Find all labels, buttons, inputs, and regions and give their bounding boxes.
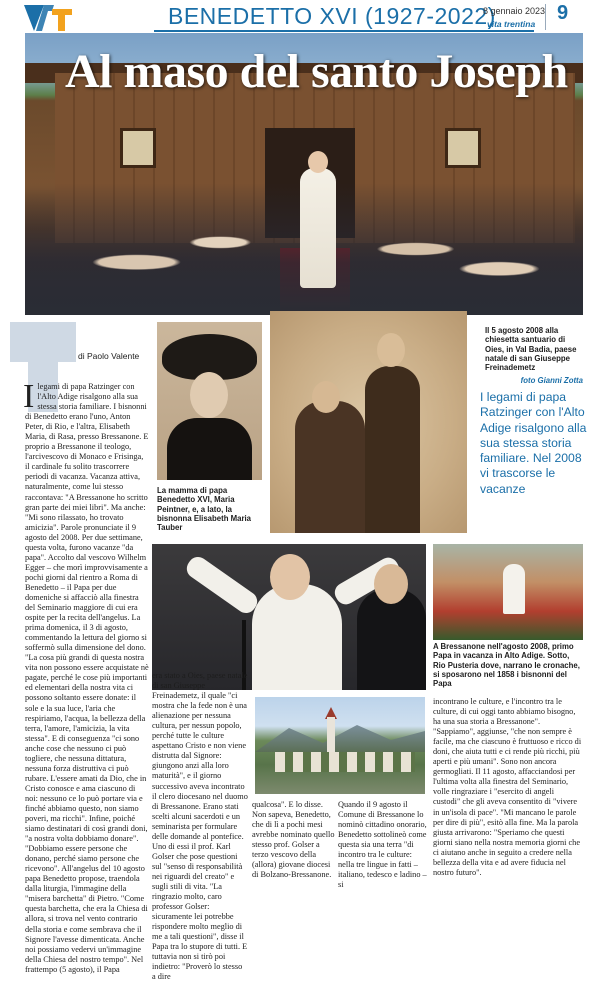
header-rule bbox=[154, 30, 534, 32]
chalet-window bbox=[120, 128, 156, 168]
brand-name: vita trentina bbox=[487, 19, 536, 29]
village-houses bbox=[275, 752, 415, 772]
pope-figure bbox=[252, 584, 342, 690]
article-text: era stato a Oies, paese natale di san Giuseppe Freinademetz, il quale "ci mostra che la fede non è una alienazione per nessuna cultura, per nessun popolo, perché tutte le culture aspettano Cristo e non viene distrutta dal Signore: giungono anzi alla loro maturità", e il giorno successivo aveva incontrato il clero diocesano nel duomo di Bressanone. Erano stati scelti alcuni sacerdoti e un seminarista per formulare delle domande al pontefice. Uno di essi il prof. Karl Golser che pose questioni sul "senso di responsabilità nei riguardi del creato" e sugli stili di vita. "La ringrazio molto, caro professor Golser: sicuramente lei potrebbe rispondere molto meglio di me a tali questioni", disse il Papa tra lo stupore di tutti. E tuttavia non si tirò poi indietro: "Proverò lo stesso a dire bbox=[152, 671, 248, 982]
priest-figure bbox=[357, 589, 426, 690]
mother-photo bbox=[157, 322, 262, 480]
issue-date: 8 gennaio 2023 bbox=[483, 6, 546, 16]
vt-logo bbox=[22, 3, 74, 33]
chalet-window bbox=[445, 128, 481, 168]
woman-head bbox=[312, 381, 340, 413]
man bbox=[365, 366, 420, 533]
hero-caption-text: Il 5 agosto 2008 alla chiesetta santuario di Oies, in Val Badia, paese natale di san Giuseppe Freinademetz bbox=[485, 326, 577, 373]
mountains bbox=[255, 722, 425, 752]
pope-figure bbox=[300, 168, 336, 288]
masthead bbox=[0, 0, 607, 33]
pope-head bbox=[308, 151, 328, 173]
pope-figure bbox=[503, 564, 525, 614]
valley-photo bbox=[255, 697, 425, 794]
pull-quote: I legami di papa Ratzinger con l'Alto Adige risalgono alla sua stessa storia familiare. Nel 2008 vi trascorse le vacanze bbox=[480, 390, 587, 496]
section-title: BENEDETTO XVI (1927-2022) bbox=[168, 3, 496, 29]
article-text: incontrano le culture, e l'incontro tra le culture, di cui oggi tanto abbiamo bisogno, ha una sua storia a Bressanone". "Sappiamo", aggiunse, "che non sempre è facile, ma che ciascuno è fruttuoso e ricco di doni, che aiuta tutti e ci rende più ricchi, più aperti e più umani". Sono non ancora germogliati. Il 11 agosto, affacciandosi per l'ultima volta alla finestra del Seminario, volle ringraziare i "esercito di angeli custodi" che gli aveva consentito di "vivere in un'isola di pace". "Mi mancano le parole per dire di più", esitò alla fine. Ma la parola giusta arrivarono: "Speriamo che questi giorni siano nella nostra memoria giorni che ci aiutano anche in seguito a credere nella bellezza della vita e ad avere fiducia nel nostro futuro". bbox=[433, 697, 582, 877]
article-column-5 bbox=[433, 697, 583, 878]
article-text: Quando il 9 agosto il Comune di Bressanone lo nominò cittadino onorario, Benedetto sottolineò come questa sia una terra "di incontro tra le culture: nella tre lingue in fatti – italiano, tedesco e ladino – si bbox=[338, 800, 427, 890]
church-tower bbox=[327, 717, 335, 755]
pope-photo bbox=[152, 544, 426, 690]
article-column-4 bbox=[338, 800, 430, 890]
photo-credit: foto Gianni Zotta bbox=[520, 376, 583, 386]
header-divider bbox=[545, 4, 546, 30]
woman bbox=[295, 401, 365, 533]
pope-head bbox=[270, 554, 310, 600]
dress bbox=[167, 418, 252, 480]
hero-caption bbox=[485, 326, 583, 386]
page-number: 9 bbox=[557, 2, 569, 24]
headline: Al maso del santo Joseph bbox=[65, 45, 568, 98]
decorative-initial-bar bbox=[10, 322, 76, 362]
couple-photo bbox=[270, 311, 467, 533]
article-text: legami di papa Ratzinger con l'Alto Adige risalgono alla sua stessa storia familiare. I bisnonni di Benedetto erano l'uno, Anton Peter, di Rio, e l'altra, Elisabeth Maria, di Rasa, presso Bressanone. E proprio a Bressanone il teologo, l'arcivescovo di Monaco e Frisinga, il cardinale fu solito trascorrere periodi di vacanza. Vacanza attiva, naturalmente, come lui stesso raccontava: "A Bressanone ho scritto gran parte dei miei libri". Ma anche: "Mi sono rilassato, ho trovato amicizia". Parole pronunciate il 9 agosto del 2008. Per due settimane, questa volta, furono vacanze "da papa". Accolto dal vescovo Wilhelm Egger – che morì improvvisamente a pochi giorni dal rientro a Roma di Benedetto – il Papa per due domeniche si affacciò alla finestra del Seminario maggiore di cui era ospite per la recita dell'angelus. La prima domenica, il 3 di agosto, commentando la lettura del giorno si soffermò sulla dimensione del dono. "La cosa più grandi di questa nostra vita non possono essere acquistate nè pagate, perché le cose più importanti ed elementari della nostra vita ci possono soltanto essere donate: il sole e la sua luce, l'aria che respiriamo, l'acqua, la bellezza della terra, l'amore, l'amicizia, la vita stessa". E di conseguenza "ci sono anche cose che nessuno ci può togliere, che nessuna dittatura, nessuna forza distruttiva ci può rubare. L'essere amati da Dio, che in Cristo conosce e ama ciascuno di noi: nessuno ce lo può portare via e finché abbiamo questo, non siamo poveri, ma ricchi". Infine, poiché siamo destinatari di così grandi doni, "a nostra volta dobbiamo donare". "Dobbiamo essere persone che donano, perché siamo persone che ricevono". All'angelus del 10 agosto papa Benedetto propose, traendola dalla liturgia, l'immagine della "misera barchetta" di Pietro. "Come questa barchetta, che era la Chiesa di allora, si trova nel vento contrario della storia e come sembrava che il Signore l'avesse dimenticata. Anche noi possiamo vedervi un'immagine della Chiesa del nostro tempo". Nel frattempo (5 agosto), il Papa bbox=[25, 382, 149, 974]
byline: di Paolo Valente bbox=[78, 351, 140, 361]
crowd-caption: A Bressanone nell'agosto 2008, primo Papa in vacanza in Alto Adige. Sotto, Rio Pusteria dove, narrano le cronache, si sposarono nel 1858 i bisnonni del Papa bbox=[433, 642, 580, 689]
man-head bbox=[377, 333, 405, 367]
drop-cap: I bbox=[23, 378, 35, 415]
face bbox=[190, 372, 228, 418]
pope-arm bbox=[183, 553, 261, 617]
article-column-3 bbox=[252, 800, 338, 880]
crowd-photo bbox=[433, 544, 583, 640]
mother-caption: La mamma di papa Benedetto XVI, Maria Peintner, e, a lato, la bisnonna Elisabeth Maria Tauber bbox=[157, 486, 252, 533]
priest-head bbox=[374, 564, 408, 604]
article-column-1 bbox=[23, 378, 149, 975]
article-text: qualcosa". E lo disse. Non sapeva, Benedetto, che di lì a pochi mesi avrebbe nominato quello stesso prof. Golser a terzo vescovo della (allora) giovane diocesi di Bolzano-Bressanone. bbox=[252, 800, 335, 880]
article-column-2 bbox=[152, 671, 248, 982]
